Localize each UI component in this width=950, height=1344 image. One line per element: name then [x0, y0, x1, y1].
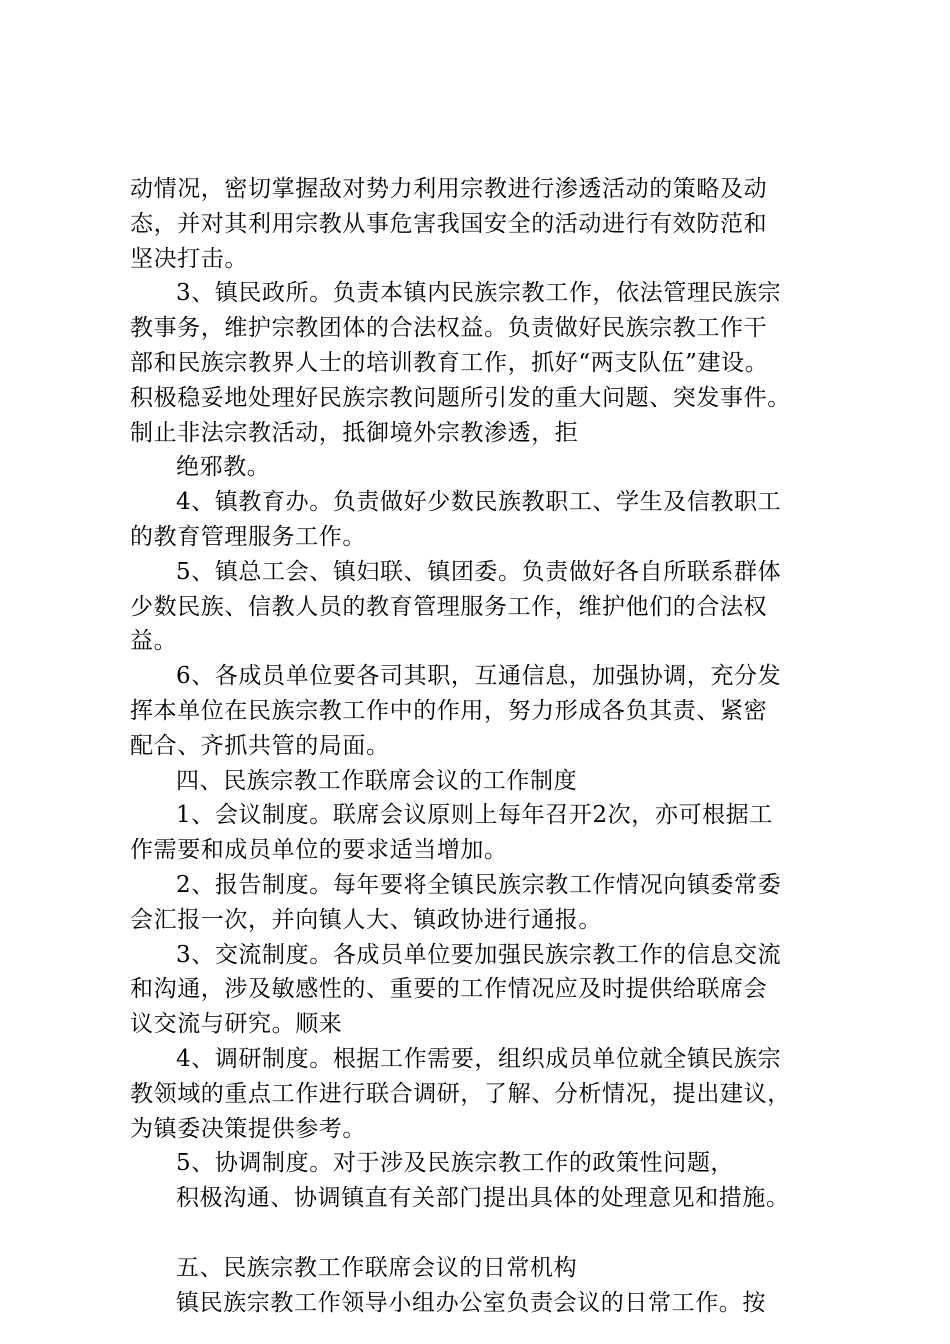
text-line: 1、会议制度。联席会议原则上每年召开2次，亦可根据工: [176, 802, 773, 829]
text-line: 积极稳妥地处理好民族宗教问题所引发的重大问题、突发事件。: [130, 384, 791, 411]
text-line: 五、民族宗教工作联席会议的日常机构: [176, 1254, 578, 1281]
text-line: 少数民族、信教人员的教育管理服务工作，维护他们的合法权: [130, 593, 768, 620]
text-line: 2、报告制度。每年要将全镇民族宗教工作情况向镇委常委: [176, 871, 782, 898]
text-line: 教领域的重点工作进行联合调研，了解、分析情况，提出建议，: [130, 1080, 791, 1107]
text-line: 益。: [130, 628, 178, 655]
text-line: 态，并对其利用宗教从事危害我国安全的活动进行有效防范和: [130, 210, 768, 237]
text-line: 5、协调制度。对于涉及民族宗教工作的政策性问题，: [176, 1150, 735, 1177]
text-line: 部和民族宗教界人士的培训教育工作，抓好“两支队伍”建设。: [130, 349, 769, 376]
text-line: 和沟通，涉及敏感性的、重要的工作情况应及时提供给联席会: [130, 976, 768, 1003]
text-line: 议交流与研究。顺来: [130, 1011, 343, 1038]
text-line: 会汇报一次，并向镇人大、镇政协进行通报。: [130, 906, 602, 933]
text-line: 作需要和成员单位的要求适当增加。: [130, 837, 508, 864]
text-line: 为镇委决策提供参考。: [130, 1115, 366, 1142]
text-line: 坚决打击。: [130, 245, 248, 272]
document-body: [130, 172, 830, 1320]
text-line: 绝邪教。: [176, 454, 271, 481]
text-line: 配合、齐抓共管的局面。: [130, 732, 390, 759]
text-line: 挥本单位在民族宗教工作中的作用，努力形成各负其责、紧密: [130, 697, 768, 724]
blank-line: [130, 1216, 830, 1251]
text-line: 制止非法宗教活动，抵御境外宗教渗透，拒: [130, 419, 579, 446]
text-line: 教事务，维护宗教团体的合法权益。负责做好民族宗教工作干: [130, 315, 768, 342]
text-line: 4、调研制度。根据工作需要，组织成员单位就全镇民族宗: [176, 1045, 782, 1072]
text-line: 5、镇总工会、镇妇联、镇团委。负责做好各自所联系群体: [176, 558, 782, 585]
text-line: 动情况，密切掌握敌对势力利用宗教进行渗透活动的策略及动: [130, 176, 768, 202]
text-line: 4、镇教育办。负责做好少数民族教职工、学生及信教职工: [176, 489, 782, 516]
text-line: 的教育管理服务工作。: [130, 523, 366, 550]
text-line: 3、交流制度。各成员单位要加强民族宗教工作的信息交流: [176, 941, 782, 968]
text-line: 3、镇民政所。负责本镇内民族宗教工作，依法管理民族宗: [176, 280, 782, 307]
text-line: 6、各成员单位要各司其职，互通信息，加强协调，充分发: [176, 663, 782, 690]
text-line: 四、民族宗教工作联席会议的工作制度: [176, 767, 578, 794]
text-line: 镇民族宗教工作领导小组办公室负责会议的日常工作。按: [176, 1289, 766, 1316]
text-line: 积极沟通、协调镇直有关部门提出具体的处理意见和措施。: [176, 1185, 790, 1212]
